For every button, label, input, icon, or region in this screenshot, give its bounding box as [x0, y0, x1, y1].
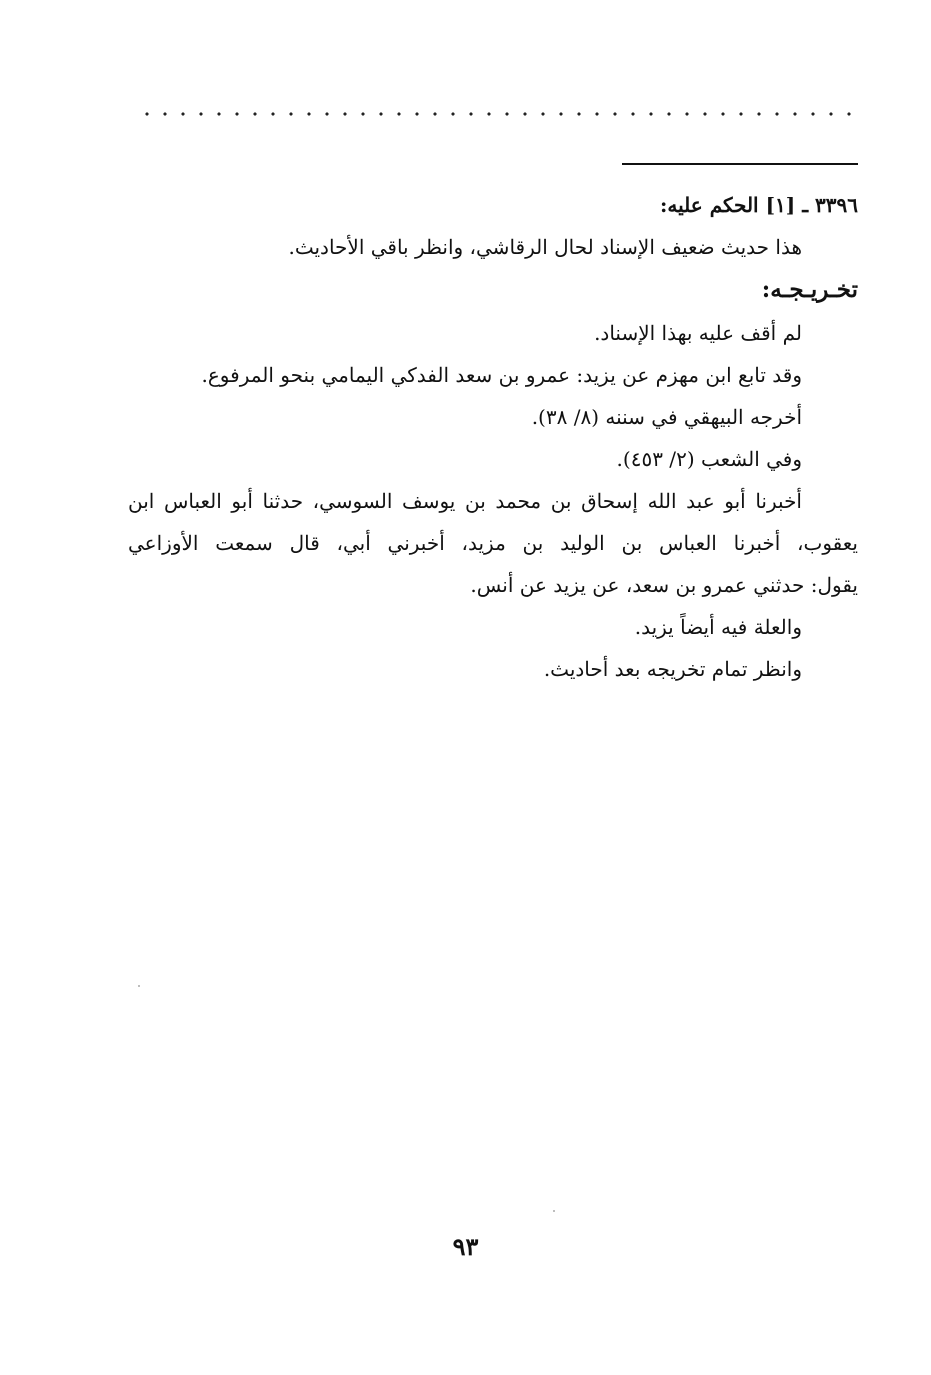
dotted-separator: [138, 108, 858, 120]
scan-speck: [553, 1210, 555, 1212]
entry-body: [128, 184, 858, 690]
takhreej-line: وفي الشعب (٢/ ٤٥٣).: [616, 447, 802, 471]
closing-line: والعلة فيه أيضاً يزيد.: [634, 615, 802, 639]
page-number: ٩٣: [452, 1232, 479, 1261]
isnad-line: يقول: حدثني عمرو بن سعد، عن يزيد عن أنس.: [470, 573, 858, 597]
takhreej-line: وقد تابع ابن مهزم عن يزيد: عمرو بن سعد الفدكي اليمامي بنحو المرفوع.: [201, 363, 802, 387]
isnad-line: أخبرنا أبو عبد الله إسحاق بن محمد بن يوسف السوسي، حدثنا أبو العباس ابن: [128, 489, 802, 513]
takhreej-line: لم أقف عليه بهذا الإسناد.: [594, 321, 802, 345]
isnad-line: يعقوب، أخبرنا العباس بن الوليد بن مزيد، أخبرني أبي، قال سمعت الأوزاعي: [128, 531, 858, 555]
entry-heading: ٣٣٩٦ ـ [١] الحكم عليه:: [660, 193, 858, 217]
heading-rule: [622, 163, 858, 165]
ruling-text: هذا حديث ضعيف الإسناد لحال الرقاشي، وانظر باقي الأحاديث.: [288, 235, 802, 259]
scan-speck: [138, 985, 140, 987]
closing-line: وانظر تمام تخريجه بعد أحاديث.: [543, 657, 802, 681]
takhreej-heading: تخـريـجـه:: [761, 276, 858, 303]
takhreej-line: أخرجه البيهقي في سننه (٨/ ٣٨).: [531, 405, 802, 429]
